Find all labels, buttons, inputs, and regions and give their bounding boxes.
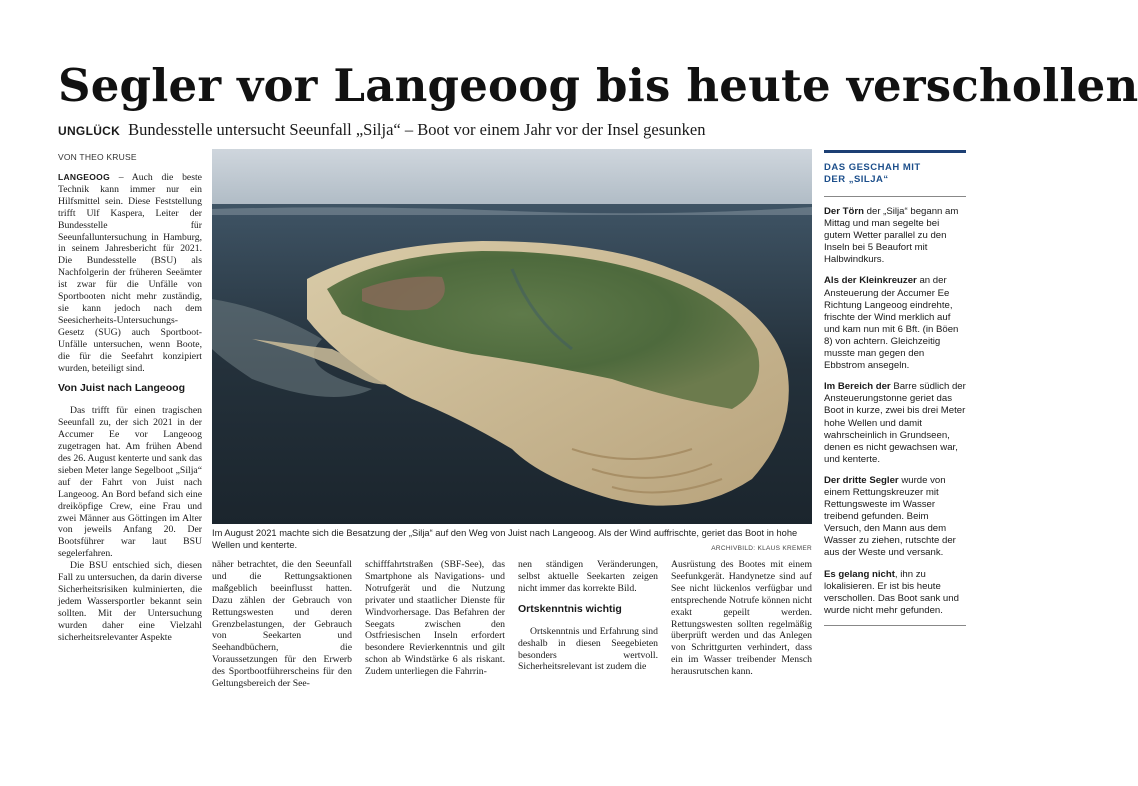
- headline: Segler vor Langeoog bis heute verschollen: [58, 59, 1138, 112]
- photo-credit: ARCHIVBILD: KLAUS KREMER: [711, 544, 812, 552]
- paragraph: Die BSU entschied sich, diesen Fall zu untersuchen, da darin diverse Sicherheitsrisiken kulminierten, die jedem Wassersportler bekannt sein sollten. Mit der Untersuchung wurden daher eine Vielzahl sicherheitsrelevanter Aspekte: [58, 560, 202, 643]
- paragraph: schifffahrtstraßen (SBF-See), das Smartphone als Navigations- und Notrufgerät und die Nutzung privater und staatlicher Dienste für Windvorhersage. Das Befahren der Seegats zwischen den Ostfriesischen Inseln erfordert besondere Revierkenntnis und gilt schon ab Windstärke 6 als riskant. Zudem unterliegen die Fahrrin-: [365, 559, 505, 678]
- byline: VON THEO KRUSE: [58, 152, 137, 162]
- article-column-2: [212, 559, 352, 690]
- sidebar-item: Der dritte Segler wurde von einem Rettungskreuzer mit Rettungsweste im Wasser treibend gefunden. Beim Versuch, den Mann aus dem Wasser zu ziehen, rutschte der aus der Weste und versank.: [824, 474, 956, 559]
- dateline: LANGEOOG: [58, 172, 110, 182]
- sidebar-infobox: [824, 150, 966, 626]
- paragraph: Ortskenntnis und Erfahrung sind deshalb in diesen Seegebieten besonders wertvoll. Sicherheitsrelevant ist zudem die: [518, 625, 658, 673]
- article-column-3: [365, 559, 505, 678]
- sidebar-item: Der Törn der „Silja“ begann am Mittag und man segelte bei gutem Wetter parallel zu den Inseln bei 5 Beaufort mit Halbwindkurs.: [824, 206, 959, 266]
- subheading-juist: Von Juist nach Langeoog: [58, 382, 185, 395]
- sidebar-title: DAS GESCHAH MIT DER „SILJA“: [824, 153, 966, 197]
- subheading-ortskenntnis: Ortskenntnis wichtig: [518, 602, 622, 615]
- paragraph: Das trifft für einen tragischen Seeunfall zu, der sich 2021 in der Accumer Ee vor Langeoog zugetragen hat. Am frühen Abend des 26. August kenterte und sank das sieben Meter lange Segelboot „Silja“ auf der Fahrt von Juist nach Langeoog. An Bord befand sich eine dreiköpfige Crew, eine Frau und zwei Männer aus Göttingen im Alter von jeweils Anfang 20. Der Bootsführer war laut BSU segelerfahren.: [58, 405, 202, 560]
- paragraph: nen ständigen Veränderungen, selbst aktuelle Seekarten zeigen nicht immer das korrekte Bild.: [518, 559, 658, 594]
- article-column-5: [671, 559, 812, 678]
- kicker: [58, 120, 705, 141]
- paragraph: LANGEOOG – Auch die beste Technik kann immer nur ein Hilfsmittel sein. Diese Feststellung trifft Ulf Kaspera, Leiter der Bundesstelle für Seeunfalluntersuchung in Hamburg, in seinem Jahresbericht für 2021. Die Bundesstelle (BSU) als Nachfolgerin der früheren Seeämter ist zwar für die Unfälle von Sportbooten nicht mehr zuständig, sie kann jedoch nach dem Seesicherheits-Untersuchungs-Gesetz (SUG) auch Sportboot-Unfälle untersuchen, wenn Boote, die für die Seefahrt konzipiert wurden, beteiligt sind.: [58, 172, 202, 374]
- aerial-photo-langeoog: [212, 149, 812, 524]
- photo-caption: Im August 2021 machte sich die Besatzung der „Silja“ auf den Weg von Juist nach Langeoog. Als der Wind auffrischte, geriet das Boot in hohe Wellen und kenterte. ARCHIVBILD: KLAUS KREMER: [212, 528, 812, 554]
- island-image: [212, 149, 812, 524]
- kicker-label: UNGLÜCK: [58, 124, 121, 138]
- article-column-1: [58, 172, 202, 644]
- paragraph: Ausrüstung des Bootes mit einem Seefunkgerät. Handynetze sind auf See nicht lückenlos verfügbar und entsprechende Notrufe können nicht exakt gepeilt werden. Rettungswesten sollten regelmäßig überprüft werden und das Anlegen von Schrittgurten verhindert, dass ein im Wasser treibender Mensch herausrutschen kann.: [671, 559, 812, 678]
- article-column-4: [518, 559, 658, 673]
- sidebar-item: Im Bereich der Barre südlich der Ansteuerungstonne geriet das Boot in kurze, zwei bis drei Meter hohe Wellen und damit wahrscheinlich in Grundseen, denen es nicht gewachsen war, und kenterte.: [824, 381, 966, 465]
- sidebar-item: Als der Kleinkreuzer an der Ansteuerung der Accumer Ee Richtung Langeoog eindrehte, frischte der Wind merklich auf und kam nun mit 6 Bft. (in Böen 8) von achtern. Gleichzeitig musste man gegen den Ebbstrom ansegeln.: [824, 275, 959, 372]
- sidebar-item: Es gelang nicht, ihn zu lokalisieren. Er ist bis heute verschollen. Das Boot sank und wurde nicht mehr gefunden.: [824, 568, 959, 616]
- kicker-subtitle: Bundesstelle untersucht Seeunfall „Silja“ – Boot vor einem Jahr vor der Insel gesunken: [128, 120, 706, 139]
- sidebar-bottom-rule: [824, 625, 966, 626]
- paragraph: näher betrachtet, die den Seeunfall und die Rettungsaktionen maßgeblich beeinflusst hatten. Dazu zählen der Gebrauch von Rettungswesten und deren Grenzbelastungen, der Gebrauch von Seekarten und Seehandbüchern, die Voraussetzungen für den Erwerb des Sportbootführerscheins für den Geltungsbereich der See-: [212, 559, 352, 690]
- sidebar-body: [824, 206, 966, 626]
